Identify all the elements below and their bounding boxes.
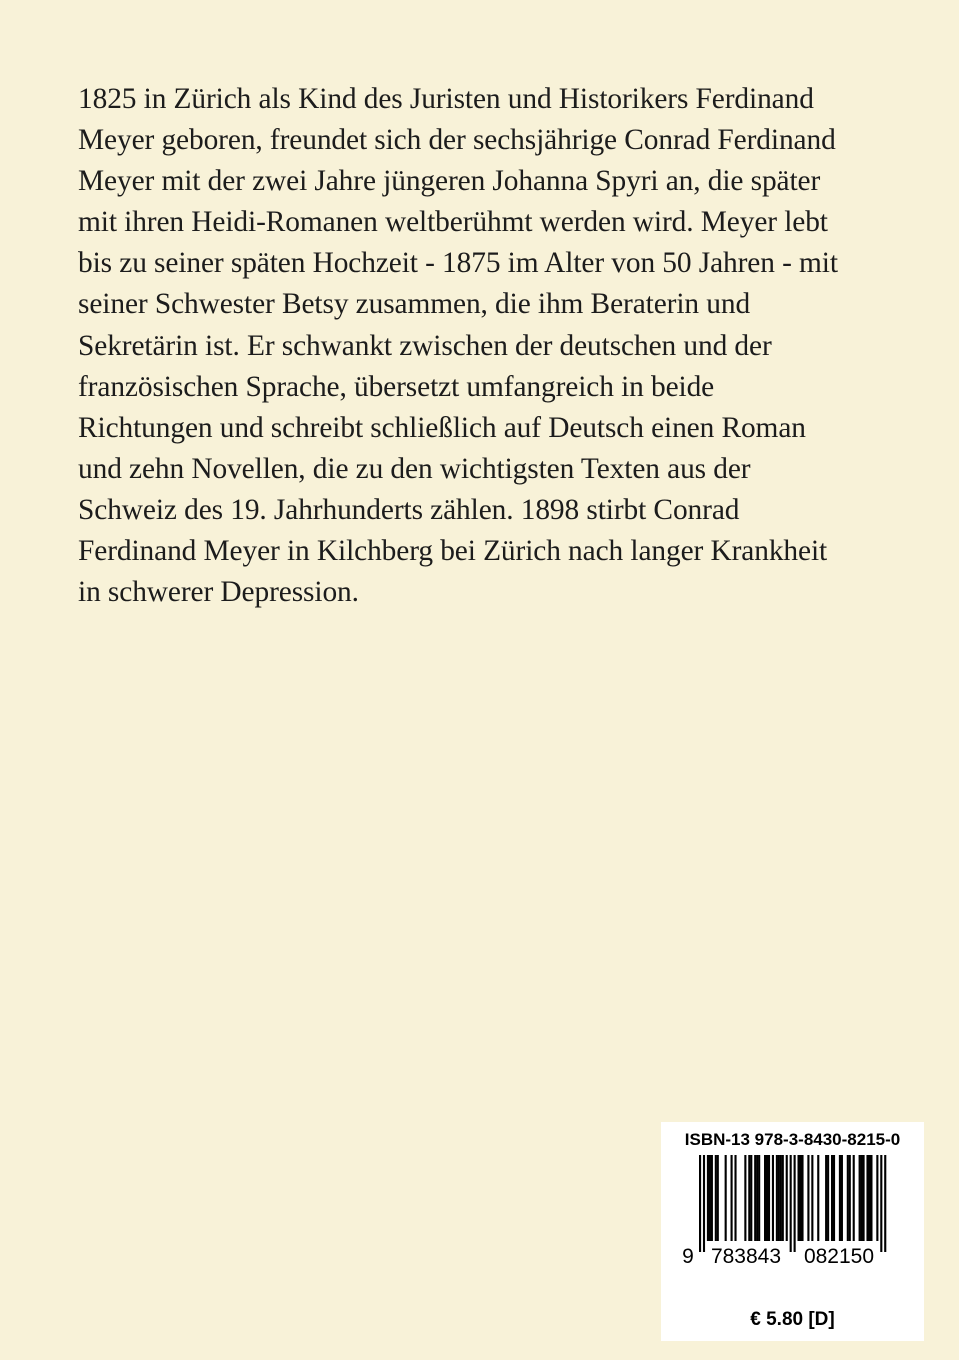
barcode-bar (756, 1155, 758, 1241)
barcode-bar (717, 1155, 719, 1241)
barcode-bar (707, 1155, 709, 1241)
barcode-bar (778, 1155, 780, 1241)
barcode-bar (827, 1155, 829, 1241)
isbn-label: ISBN-13 978-3-8430-8215-0 (684, 1130, 901, 1149)
barcode-bar (758, 1155, 760, 1241)
barcode-left-digits: 783843 (710, 1245, 782, 1268)
barcode-bar (866, 1155, 868, 1241)
barcode-bar (754, 1155, 756, 1241)
barcode-bar (750, 1155, 752, 1241)
barcode-bar (782, 1155, 784, 1241)
barcode-bar (798, 1155, 800, 1241)
barcode-bar (847, 1155, 849, 1241)
barcode-bar (863, 1155, 865, 1241)
barcode-bar (868, 1155, 870, 1241)
blurb-line: Schweiz des 19. Jahrhunderts zählen. 1898 stirbt Conrad (78, 493, 740, 526)
barcode-bar (807, 1155, 809, 1241)
blurb-line: seiner Schwester Betsy zusammen, die ihm Beraterin und (78, 288, 751, 321)
blurb-line: Sekretärin ist. Er schwankt zwischen der deutschen und der (78, 329, 772, 362)
blurb-line: in schwerer Depression. (78, 576, 359, 609)
barcode-box (661, 1122, 924, 1341)
barcode-bar (861, 1155, 863, 1241)
barcode-bar (825, 1155, 827, 1241)
barcode-bar (876, 1155, 878, 1241)
barcode-bar (831, 1155, 833, 1241)
barcode-bar (766, 1155, 768, 1241)
barcode-bar (799, 1155, 801, 1241)
barcode-bar (780, 1155, 782, 1241)
blurb-line: französischen Sprache, übersetzt umfangreich in beide (78, 370, 715, 403)
blurb-line: Meyer mit der zwei Jahre jüngeren Johanna Spyri an, die später (78, 165, 821, 198)
blurb-line: bis zu seiner späten Hochzeit - 1875 im Alter von 50 Jahren - mit (78, 247, 838, 280)
barcode-bar (711, 1155, 713, 1241)
price-label: € 5.80 [D] (750, 1309, 835, 1330)
barcode-bar (839, 1155, 841, 1241)
barcode-guard-bar (884, 1155, 886, 1252)
blurb-line: Ferdinand Meyer in Kilchberg bei Zürich nach langer Krankheit (78, 535, 828, 568)
barcode-bar (849, 1155, 851, 1241)
barcode-bar (853, 1155, 855, 1241)
barcode-bar (748, 1155, 750, 1241)
barcode-bar (715, 1155, 717, 1241)
barcode-bar (786, 1155, 788, 1241)
blurb-line: und zehn Novellen, die zu den wichtigsten Texten aus der (78, 452, 751, 485)
barcode-bar (870, 1155, 872, 1241)
blurb-line: 1825 in Zürich als Kind des Juristen und Historikers Ferdinand (78, 83, 814, 115)
barcode-bar (772, 1155, 774, 1241)
barcode-bar (725, 1155, 727, 1241)
barcode-guard-bar (703, 1155, 705, 1252)
barcode-guard-bar (794, 1155, 796, 1252)
barcode-bar (859, 1155, 861, 1241)
barcode-bar (744, 1155, 746, 1241)
barcode-bar (817, 1155, 819, 1241)
blurb-line: mit ihren Heidi-Romanen weltberühmt werden wird. Meyer lebt (78, 206, 828, 239)
barcode-bar (833, 1155, 835, 1241)
blurb-line: Meyer geboren, freundet sich der sechsjährige Conrad Ferdinand (78, 124, 836, 157)
barcode-lead-digit: 9 (682, 1245, 694, 1268)
blurb-line: Richtungen und schreibt schließlich auf Deutsch einen Roman (78, 411, 806, 444)
barcode-guard-bar (699, 1155, 701, 1252)
barcode-bar (811, 1155, 813, 1241)
barcode-bar (801, 1155, 803, 1241)
barcode-bar (764, 1155, 766, 1241)
barcode-bar (841, 1155, 843, 1241)
barcode-right-digits: 082150 (803, 1245, 875, 1268)
blurb-text (78, 79, 888, 613)
barcode-guard-bar (880, 1155, 882, 1252)
barcode-bar (776, 1155, 778, 1241)
barcode-bar (731, 1155, 733, 1241)
barcode-guard-bar (790, 1155, 792, 1252)
barcode-bar (768, 1155, 770, 1241)
barcode-bar (734, 1155, 736, 1241)
barcode-bar (709, 1155, 711, 1241)
